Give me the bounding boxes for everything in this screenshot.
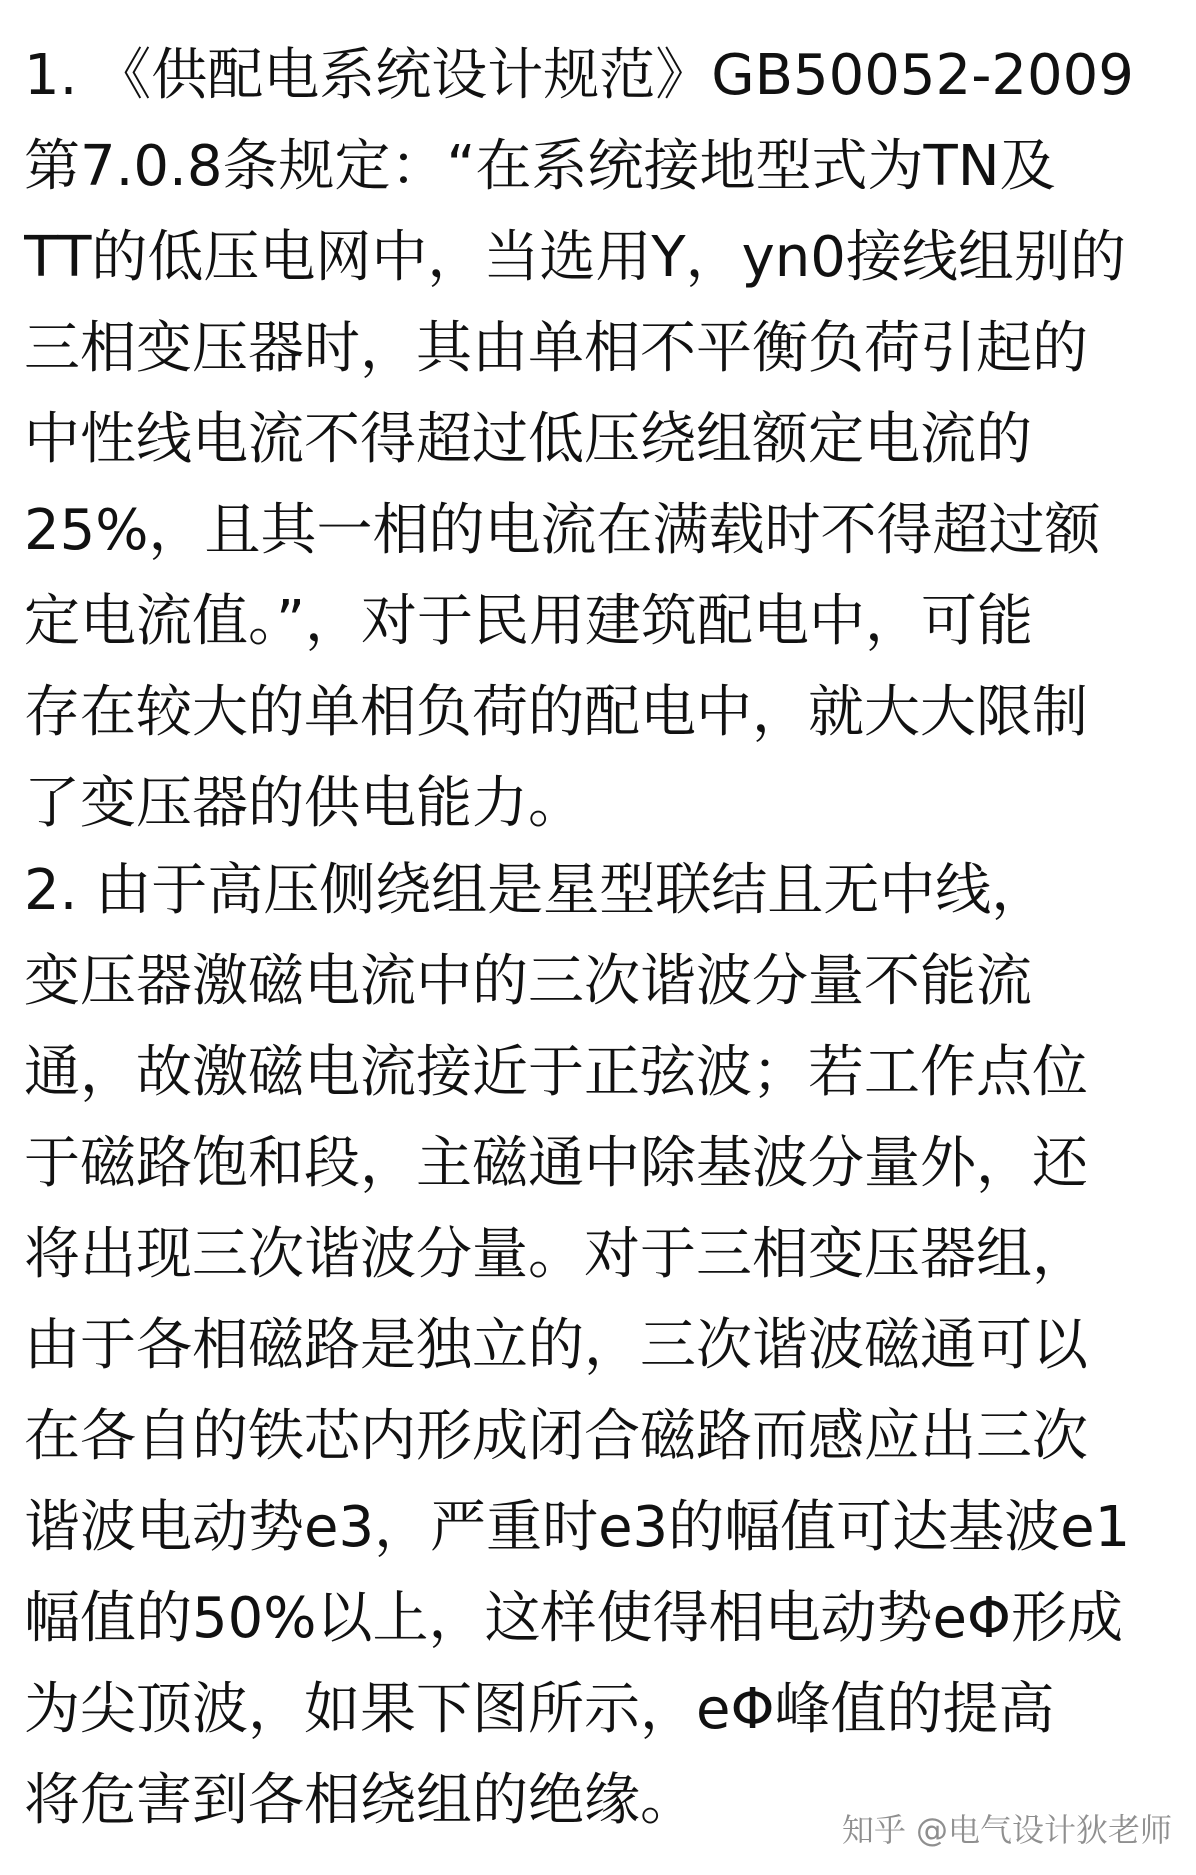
paragraph-1: [24, 30, 1174, 849]
paragraph-2-line-9: 幅值的50%以上，这样使得相电动势eΦ形成: [24, 1586, 1123, 1651]
paragraph-1-line-9: 了变压器的供电能力。: [24, 771, 584, 836]
paragraph-2-line-7: 在各自的铁芯内形成闭合磁路而感应出三次: [24, 1404, 1088, 1469]
paragraph-2-line-8: 谐波电动势e3，严重时e3的幅值可达基波e1: [24, 1495, 1131, 1560]
watermark: 知乎 @电气设计狄老师: [841, 1811, 1172, 1849]
paragraph-1-line-6: 25%，且其一相的电流在满载时不得超过额: [24, 498, 1101, 563]
paragraph-1-line-1: 1. 《供配电系统设计规范》GB50052-2009: [24, 43, 1134, 108]
paragraph-1-line-4: 三相变压器时，其由单相不平衡负荷引起的: [24, 316, 1088, 381]
paragraph-2: [24, 845, 1174, 1846]
paragraph-1-line-3: TT的低压电网中，当选用Y，yn0接线组别的: [24, 225, 1126, 290]
paragraph-1-line-5: 中性线电流不得超过低压绕组额定电流的: [24, 407, 1032, 472]
paragraph-2-line-4: 于磁路饱和段，主磁通中除基波分量外，还: [24, 1131, 1088, 1196]
paragraph-1-line-7: 定电流值。”，对于民用建筑配电中，可能: [24, 589, 1034, 654]
paragraph-2-line-10: 为尖顶波，如果下图所示，eΦ峰值的提高: [24, 1677, 1055, 1742]
paragraph-2-line-6: 由于各相磁路是独立的，三次谐波磁通可以: [24, 1313, 1088, 1378]
paragraph-2-line-5: 将出现三次谐波分量。对于三相变压器组，: [24, 1222, 1088, 1287]
paragraph-1-line-2: 第7.0.8条规定：“在系统接地型式为TN及: [24, 134, 1056, 199]
paragraph-2-line-11: 将危害到各相绕组的绝缘。: [24, 1768, 696, 1833]
paragraph-2-line-2: 变压器激磁电流中的三次谐波分量不能流: [24, 949, 1032, 1014]
paragraph-2-line-3: 通，故激磁电流接近于正弦波；若工作点位: [24, 1040, 1088, 1105]
paragraph-1-line-8: 存在较大的单相负荷的配电中，就大大限制: [24, 680, 1088, 745]
paragraph-2-line-1: 2. 由于高压侧绕组是星型联结且无中线，: [24, 858, 1048, 923]
